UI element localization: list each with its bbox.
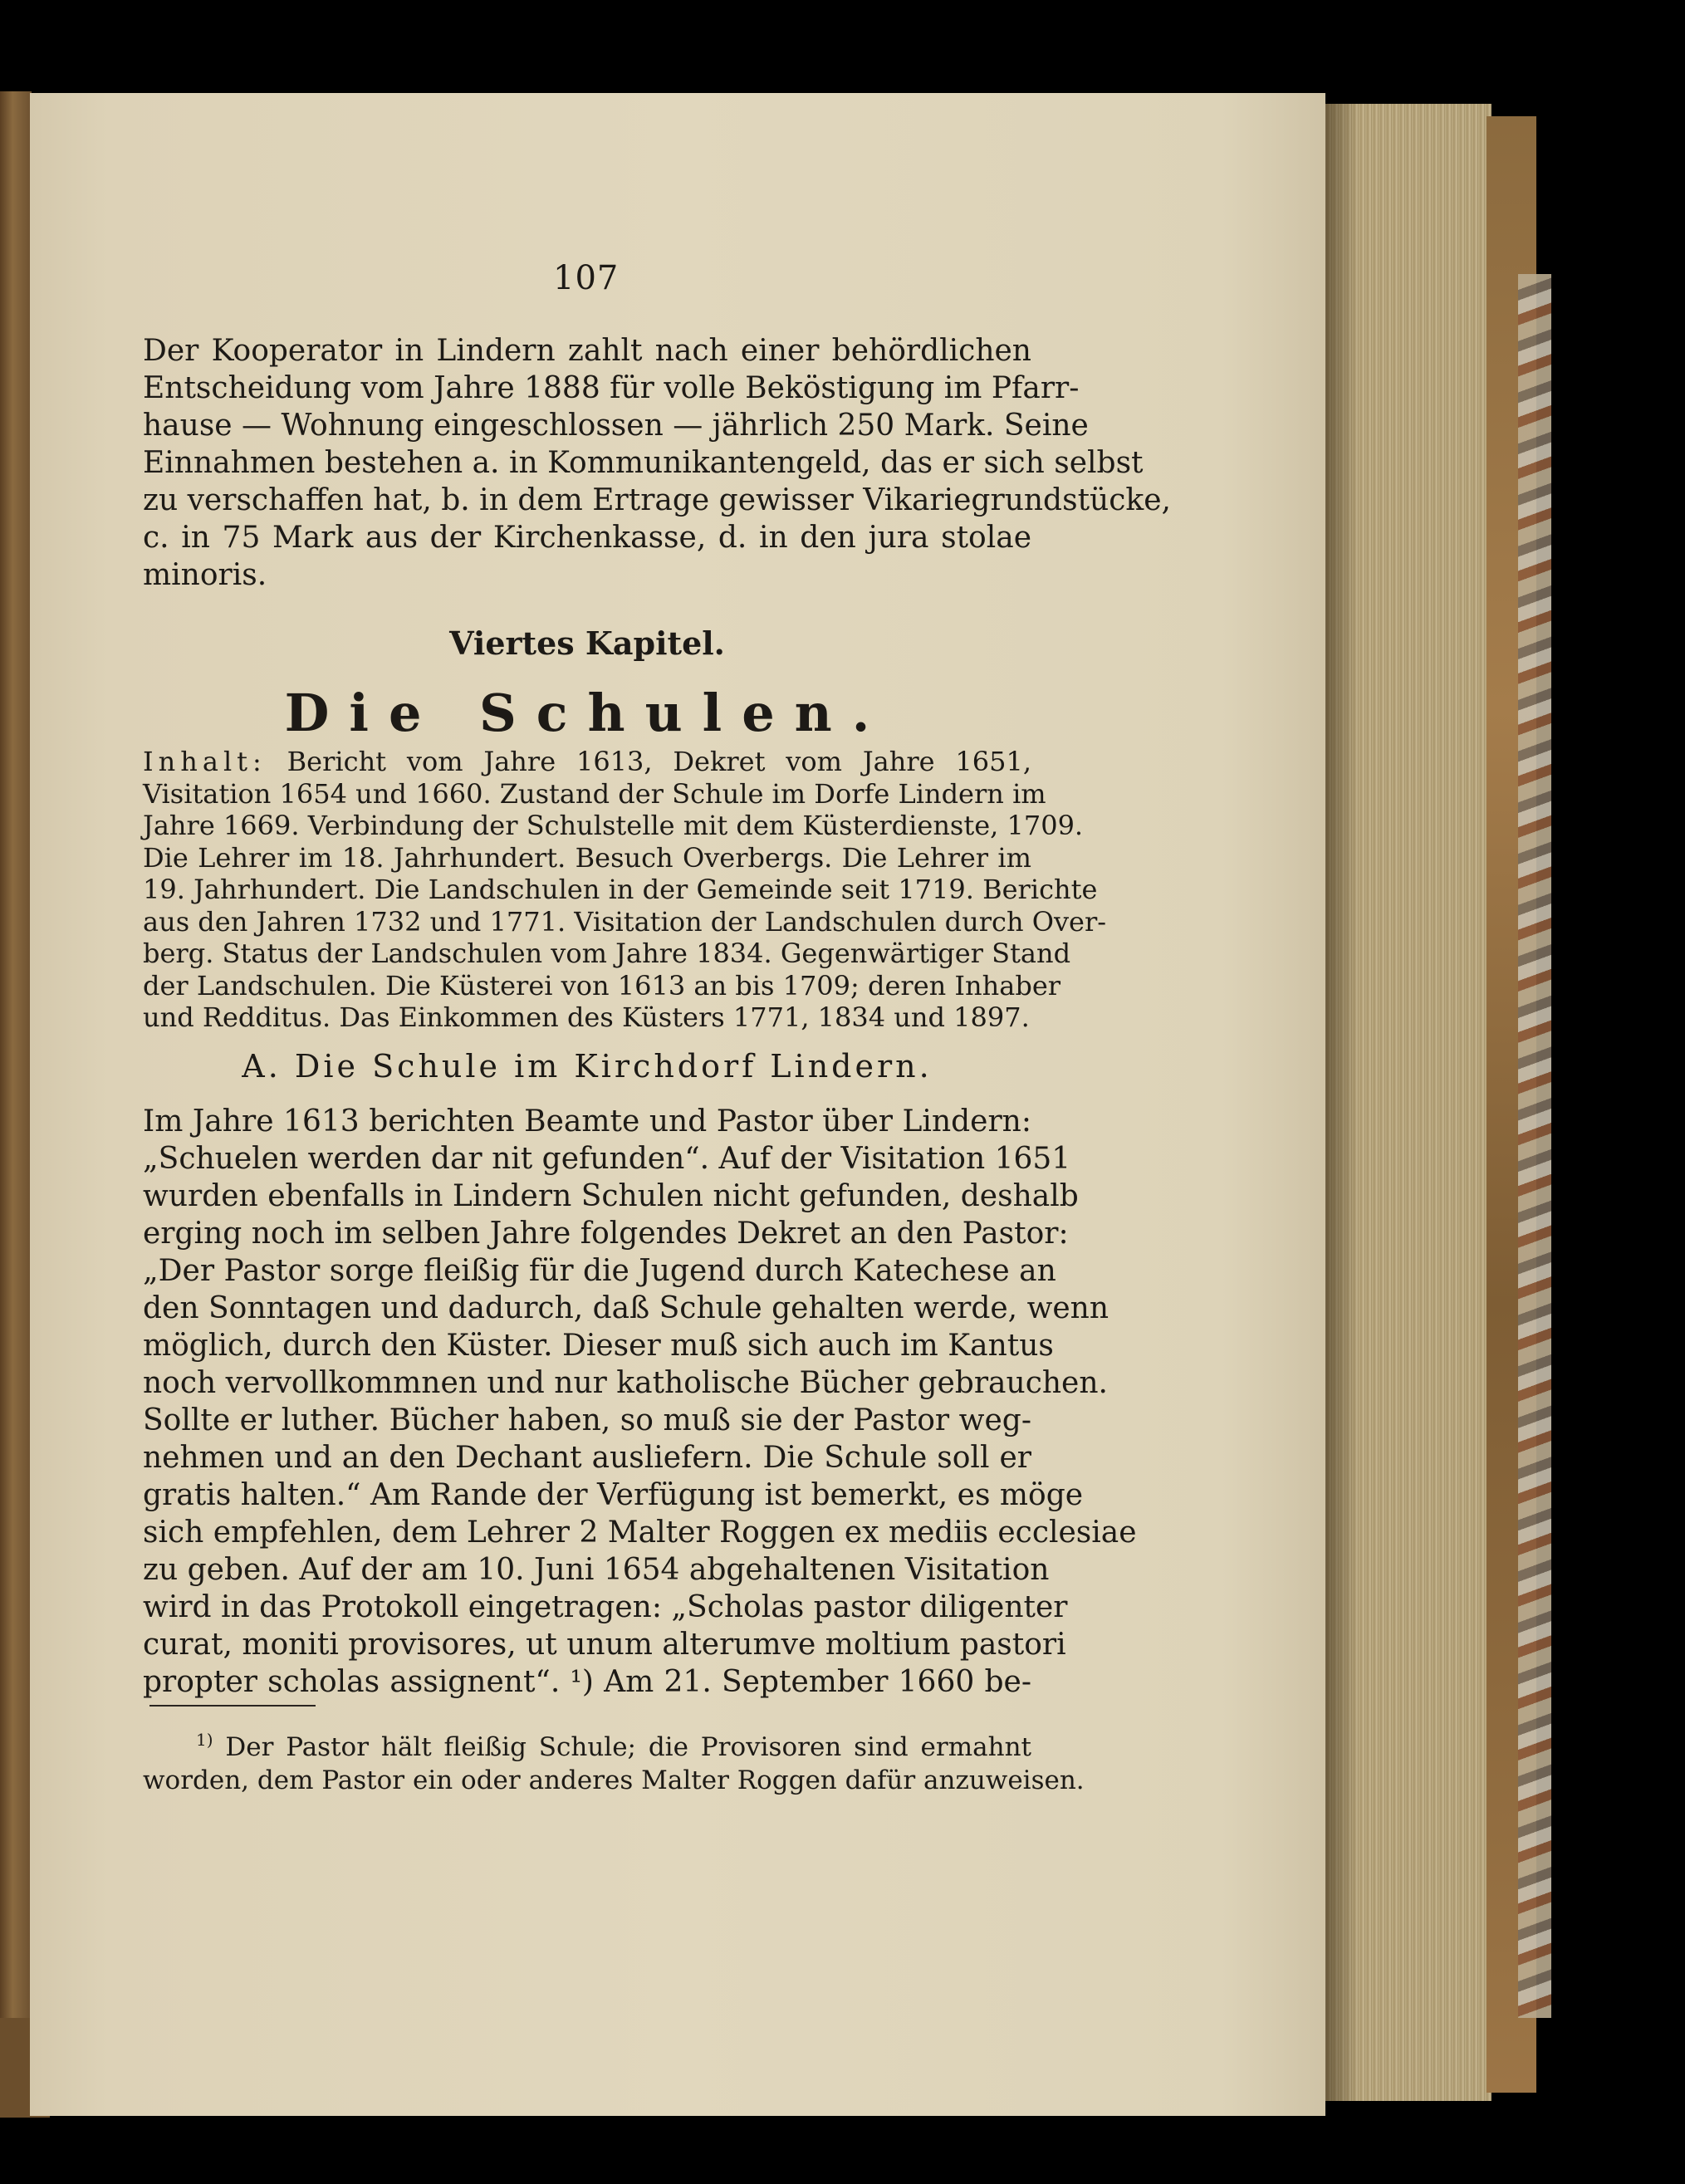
contents-line: berg. Status der Landschulen vom Jahre 1834. Gegenwärtiger Stand xyxy=(143,938,1071,969)
marbled-edge xyxy=(1518,274,1551,2018)
text-line: „Schuelen werden dar nit gefunden“. Auf der Visitation 1651 xyxy=(143,1142,1071,1176)
fore-edge-shadow xyxy=(1325,104,1359,2101)
chapter-contents xyxy=(143,746,1107,1034)
contents-line: Die Lehrer im 18. Jahrhundert. Besuch Overbergs. Die Lehrer im xyxy=(143,841,1031,874)
contents-line: 19. Jahrhundert. Die Landschulen in der Gemeinde seit 1719. Berichte xyxy=(143,874,1098,905)
text-line: wurden ebenfalls in Lindern Schulen nicht gefunden, deshalb xyxy=(143,1179,1079,1213)
footnote-line: worden, dem Pastor ein oder anderes Malter Roggen dafür anzuweisen. xyxy=(143,1765,1085,1795)
page-number: 107 xyxy=(553,259,620,297)
text-line: Der Kooperator in Lindern zahlt nach einer behördlichen xyxy=(143,334,1031,368)
text-line: Entscheidung vom Jahre 1888 für volle Beköstigung im Pfarr- xyxy=(143,371,1080,405)
text-line: wird in das Protokoll eingetragen: „Scholas pastor diligenter xyxy=(143,1590,1068,1624)
paragraph-schule xyxy=(143,1103,1137,1701)
book-spine-left xyxy=(0,91,32,2118)
text-line: zu verschaffen hat, b. in dem Ertrage gewisser Vikariegrundstücke, xyxy=(143,483,1171,517)
contents-line: Jahre 1669. Verbindung der Schulstelle mit dem Küsterdienste, 1709. xyxy=(143,810,1084,841)
text-line: noch vervollkommnen und nur katholische Bücher gebrauchen. xyxy=(143,1366,1108,1400)
text-line: den Sonntagen und dadurch, daß Schule gehalten werde, wenn xyxy=(143,1291,1109,1325)
text-line: erging noch im selben Jahre folgendes Dekret an den Pastor: xyxy=(143,1217,1069,1251)
contents-line: und Redditus. Das Einkommen des Küsters 1771, 1834 und 1897. xyxy=(143,1001,1030,1033)
footnote-marker: 1) xyxy=(196,1730,213,1750)
contents-line: Visitation 1654 und 1660. Zustand der Schule im Dorfe Lindern im xyxy=(143,777,1046,810)
text-line: minoris. xyxy=(143,558,267,592)
text-line: nehmen und an den Dechant ausliefern. Die Schule soll er xyxy=(143,1441,1031,1475)
footnote-line: $^{1)}$ Der Pastor hält fleißig Schule; die Provisoren sind ermahnt xyxy=(196,1730,1031,1762)
text-line: Im Jahre 1613 berichten Beamte und Pastor über Lindern: xyxy=(143,1104,1031,1139)
contents-line: Inhalt: Bericht vom Jahre 1613, Dekret vom Jahre 1651, xyxy=(143,746,1032,777)
contents-line: aus den Jahren 1732 und 1771. Visitation der Landschulen durch Over- xyxy=(143,905,1107,938)
contents-line: der Landschulen. Die Küsterei von 1613 an bis 1709; deren Inhaber xyxy=(143,969,1061,1001)
text-line: zu geben. Auf der am 10. Juni 1654 abgehaltenen Visitation xyxy=(143,1553,1050,1587)
text-line: sich empfehlen, dem Lehrer 2 Malter Roggen ex mediis ecclesiae xyxy=(143,1516,1137,1550)
text-line: „Der Pastor sorge fleißig für die Jugend durch Katechese an xyxy=(143,1254,1056,1288)
chapter-label: Viertes Kapitel. xyxy=(449,624,725,662)
text-line: Einnahmen bestehen a. in Kommunikantengeld, das er sich selbst xyxy=(143,446,1144,480)
footnote xyxy=(143,1723,1085,1797)
chapter-title: Die Schulen. xyxy=(284,683,890,743)
text-line: curat, moniti provisores, ut unum alterumve moltium pastori xyxy=(143,1628,1066,1662)
text-line: möglich, durch den Küster. Dieser muß sich auch im Kantus xyxy=(143,1329,1054,1363)
footnote-rule xyxy=(149,1705,316,1707)
text-line: c. in 75 Mark aus der Kirchenkasse, d. in den jura stolae xyxy=(143,521,1031,555)
text-line: gratis halten.“ Am Rande der Verfügung ist bemerkt, es möge xyxy=(143,1478,1084,1512)
text-line: Sollte er luther. Bücher haben, so muß sie der Pastor weg- xyxy=(143,1403,1031,1437)
contents-label: Inhalt: xyxy=(143,746,267,777)
text-line: hause — Wohnung eingeschlossen — jährlich 250 Mark. Seine xyxy=(143,409,1089,443)
text-line: propter scholas assignent“. ¹) Am 21. September 1660 be- xyxy=(143,1665,1031,1699)
section-title: A. Die Schule im Kirchdorf Lindern. xyxy=(242,1048,933,1085)
paragraph-kooperator xyxy=(143,332,1171,594)
